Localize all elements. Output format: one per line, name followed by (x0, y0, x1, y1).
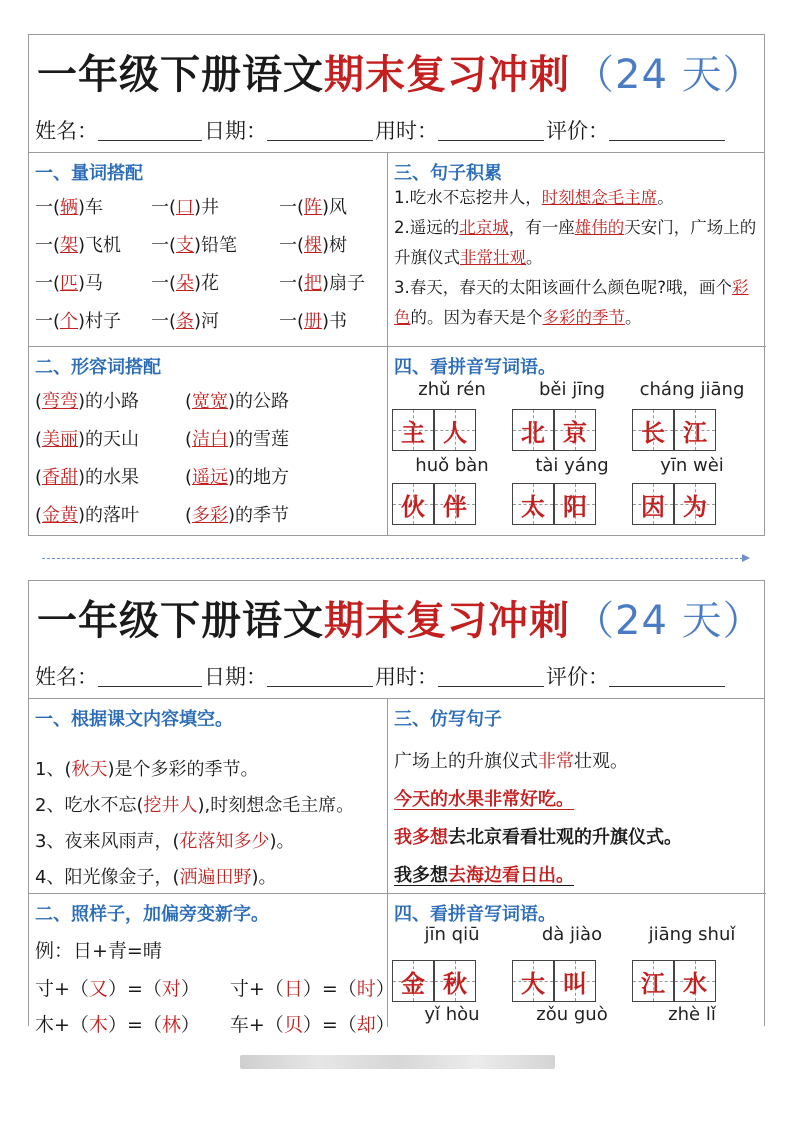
pinyin-label: jiāng shuǐ (648, 924, 736, 945)
measure-word-item: 一(册)书 (279, 311, 348, 332)
measure-word-item: 一(朵)花 (151, 273, 220, 294)
section-heading: 一、量词搭配 (35, 163, 143, 184)
date-label: 日期： (204, 664, 267, 689)
pinyin-label: zhè lǐ (668, 1004, 716, 1025)
worksheet-2 (28, 580, 765, 1036)
char-box: 大 (512, 960, 554, 1002)
char-box-pair (632, 409, 716, 451)
model-sentence: 广场上的升旗仪式非常壮观。 (394, 751, 628, 772)
info-row (29, 653, 764, 699)
adjective-item: (多彩)的季节 (185, 505, 290, 526)
answer-sentence-1: 今天的水果非常好吃。 (394, 789, 574, 810)
name-label: 姓名： (35, 118, 98, 143)
sentence-3: 3.春天，春天的太阳该画什么颜色呢?哦，画个彩色的。因为春天是个多彩的季节。 (394, 278, 749, 327)
pinyin-section (388, 894, 766, 1027)
name-label: 姓名： (35, 664, 98, 689)
adjective-section (29, 347, 387, 535)
radical-section (29, 894, 395, 1036)
char-box-pair (512, 483, 596, 525)
sentence-section (388, 153, 766, 346)
fill-line-3: 3、夜来风雨声，(花落知多少)。 (35, 831, 295, 852)
char-box: 秋 (434, 960, 476, 1002)
adjective-item: (弯弯)的小路 (35, 391, 140, 412)
adjective-item: (美丽)的天山 (35, 429, 140, 450)
char-box-pair (512, 960, 596, 1002)
fill-line-1: 1、(秋天)是个多彩的季节。 (35, 759, 259, 780)
date-field[interactable] (267, 665, 373, 687)
time-label: 用时： (375, 118, 438, 143)
pinyin-label: dà jiào (541, 924, 603, 945)
score-label: 评价： (546, 664, 609, 689)
name-field[interactable] (98, 119, 202, 141)
measure-word-item: 一(阵)风 (279, 197, 348, 218)
pinyin-label: cháng jiāng (639, 379, 745, 400)
char-box: 伴 (434, 483, 476, 525)
char-box: 江 (632, 960, 674, 1002)
char-box: 主 (392, 409, 434, 451)
time-label: 用时： (375, 664, 438, 689)
char-box-pair (632, 483, 716, 525)
info-row (29, 107, 764, 153)
char-box: 江 (674, 409, 716, 451)
name-field[interactable] (98, 665, 202, 687)
section-heading: 四、看拼音写词语。 (394, 904, 556, 925)
date-field[interactable] (267, 119, 373, 141)
fill-blank-section (29, 699, 387, 893)
char-box: 人 (434, 409, 476, 451)
char-box: 京 (554, 409, 596, 451)
measure-word-item: 一(把)扇子 (279, 273, 366, 294)
date-label: 日期： (204, 118, 267, 143)
measure-word-section (29, 153, 387, 346)
worksheet-1 (28, 34, 765, 536)
separator-arrow (42, 558, 748, 559)
pinyin-label: tài yáng (535, 455, 609, 476)
imitate-sentence-section (388, 699, 766, 893)
char-box-pair (392, 483, 476, 525)
char-box-pair (392, 960, 476, 1002)
char-box-pair (632, 960, 716, 1002)
pinyin-label: zhǔ rén (418, 379, 486, 400)
sentence-1: 1.吃水不忘挖井人，时刻想念毛主席。 (394, 188, 674, 207)
char-box: 水 (674, 960, 716, 1002)
blurred-footer (240, 1055, 555, 1069)
section-heading: 三、句子积累 (394, 163, 502, 184)
time-field[interactable] (438, 665, 544, 687)
measure-word-item: 一(辆)车 (35, 197, 104, 218)
page-title: 一年级下册语文 期末复习冲刺 （24 天） (37, 51, 764, 98)
score-label: 评价： (546, 118, 609, 143)
score-field[interactable] (609, 119, 725, 141)
adjective-item: (香甜)的水果 (35, 467, 140, 488)
adjective-item: (洁白)的雪莲 (185, 429, 290, 450)
char-box: 叫 (554, 960, 596, 1002)
section-heading: 三、仿写句子 (394, 709, 502, 730)
section-heading: 四、看拼音写词语。 (394, 357, 556, 378)
pinyin-label: yǐ hòu (424, 1004, 480, 1025)
char-box: 为 (674, 483, 716, 525)
fill-line-2: 2、吃水不忘(挖井人),时刻想念毛主席。 (35, 795, 355, 816)
measure-word-item: 一(支)铅笔 (151, 235, 238, 256)
measure-word-item: 一(口)井 (151, 197, 220, 218)
pinyin-label: zǒu guò (536, 1004, 608, 1025)
measure-word-item: 一(条)河 (151, 311, 220, 332)
pinyin-label: běi jīng (538, 379, 606, 400)
adjective-item: (金黄)的落叶 (35, 505, 140, 526)
measure-word-item: 一(棵)树 (279, 235, 348, 256)
char-box: 北 (512, 409, 554, 451)
char-box-pair (392, 409, 476, 451)
char-box: 太 (512, 483, 554, 525)
char-box: 因 (632, 483, 674, 525)
example-line: 例：日+青=晴 (35, 940, 162, 962)
radical-row-2: 木+（木）=（林） 车+（贝）=（却） (35, 1014, 395, 1036)
pinyin-section (388, 347, 766, 535)
adjective-item: (宽宽)的公路 (185, 391, 290, 412)
char-box: 阳 (554, 483, 596, 525)
radical-row-1: 寸+（又）=（对） 寸+（日）=（时） (35, 978, 395, 1000)
measure-word-item: 一(匹)马 (35, 273, 104, 294)
section-heading: 一、根据课文内容填空。 (35, 709, 233, 730)
sentence-2: 2.遥远的北京城，有一座雄伟的天安门，广场上的升旗仪式非常壮观。 (394, 218, 757, 267)
adjective-item: (遥远)的地方 (185, 467, 290, 488)
char-box: 伙 (392, 483, 434, 525)
answer-sentence-2: 我多想去海边看日出。 (394, 865, 574, 886)
measure-word-item: 一(个)村子 (35, 311, 122, 332)
char-box: 长 (632, 409, 674, 451)
fill-line-4: 4、阳光像金子，(洒遍田野)。 (35, 867, 277, 888)
page-title: 一年级下册语文 期末复习冲刺 （24 天） (37, 597, 764, 644)
pinyin-label: yīn wèi (660, 455, 724, 476)
score-field[interactable] (609, 665, 725, 687)
char-box: 金 (392, 960, 434, 1002)
time-field[interactable] (438, 119, 544, 141)
model-sentence-2: 我多想去北京看看壮观的升旗仪式。 (394, 827, 682, 848)
pinyin-label: jīn qiū (424, 924, 480, 945)
section-heading: 二、照样子，加偏旁变新字。 (35, 904, 269, 925)
char-box-pair (512, 409, 596, 451)
pinyin-label: huǒ bàn (415, 455, 489, 476)
measure-word-item: 一(架)飞机 (35, 235, 122, 256)
section-heading: 二、形容词搭配 (35, 357, 161, 378)
